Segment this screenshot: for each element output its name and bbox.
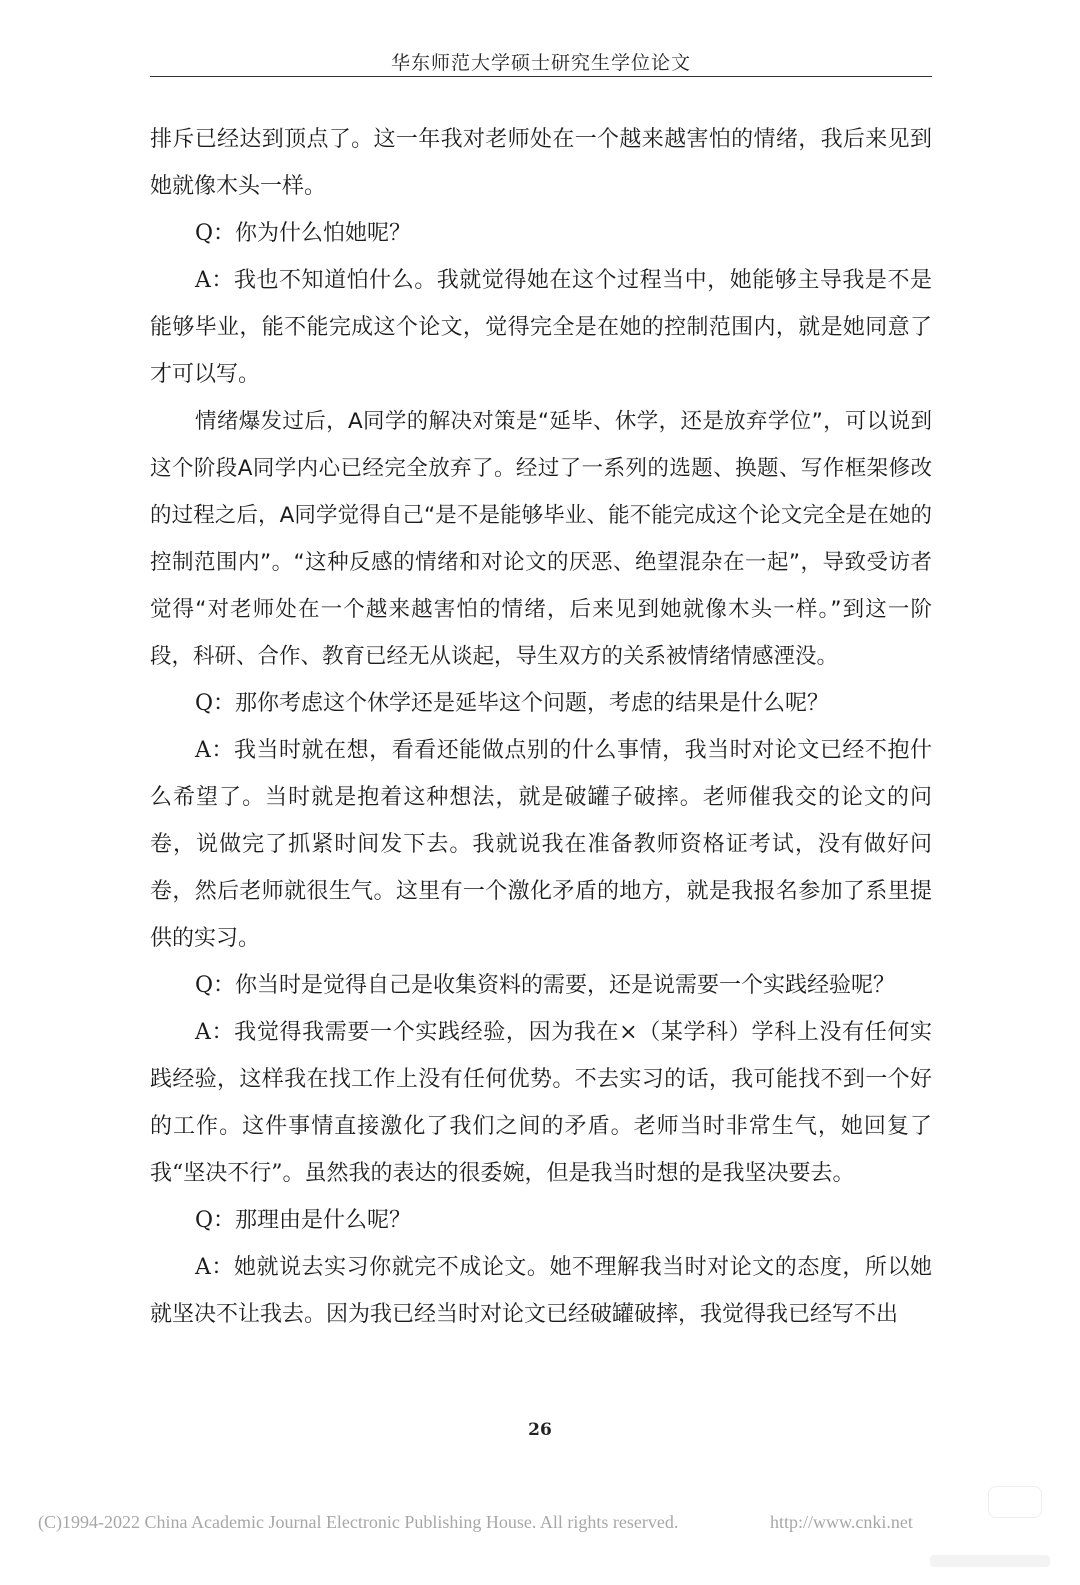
source-url: http://www.cnki.net	[770, 1512, 913, 1532]
copyright-notice: (C)1994-2022 China Academic Journal Electronic Publishing House. All rights reserved.	[38, 1512, 679, 1532]
answer-continuation-paragraph: 排斥已经达到顶点了。这一年我对老师处在一个越来越害怕的情绪，我后来见到她就像木头一样。	[150, 127, 932, 199]
question-paragraph: Q：那你考虑这个休学还是延毕这个问题，考虑的结果是什么呢？	[195, 691, 830, 716]
answer-paragraph: A：我觉得我需要一个实践经验，因为我在×（某学科）学科上没有任何实践经验，这样我在找工作上没有任何优势。不去实习的话，我可能找不到一个好的工作。这件事情直接激化了我们之间的矛盾。老师当时非常生气，她回复了我“坚决不行”。虽然我的表达的很委婉，但是我当时想的是我坚决要去。	[150, 1020, 932, 1186]
answer-paragraph: A：她就说去实习你就完不成论文。她不理解我当时对论文的态度，所以她就坚决不让我去。因为我已经当时对论文已经破罐破摔，我觉得我已经写不出	[150, 1255, 932, 1327]
question-paragraph: Q：你为什么怕她呢？	[195, 221, 412, 246]
watermark-line	[930, 1555, 1050, 1567]
running-header: 华东师范大学硕士研究生学位论文	[390, 52, 691, 74]
narrative-paragraph: 情绪爆发过后，A同学的解决对策是“延毕、休学，还是放弃学位”，可以说到这个阶段A同学内心已经完全放弃了。经过了一系列的选题、换题、写作框架修改的过程之后，A同学觉得自己“是不是能够毕业、能不能完成这个论文完全是在她的控制范围内”。“这种反感的情绪和对论文的厌恶、绝望混杂在一起”，导致受访者觉得“对老师处在一个越来越害怕的情绪，后来见到她就像木头一样。”到这一阶段，科研、合作、教育已经无从谈起，导生双方的关系被情绪情感湮没。	[150, 409, 932, 669]
watermark-stamp	[988, 1486, 1042, 1518]
question-paragraph: Q：那理由是什么呢？	[195, 1208, 412, 1233]
page-number: 26	[528, 1420, 552, 1440]
body-text	[150, 116, 932, 1338]
answer-paragraph: A：我也不知道怕什么。我就觉得她在这个过程当中，她能够主导我是不是能够毕业，能不能完成这个论文，觉得完全是在她的控制范围内，就是她同意了才可以写。	[150, 268, 932, 387]
header-rule	[150, 76, 932, 77]
answer-paragraph: A：我当时就在想，看看还能做点别的什么事情，我当时对论文已经不抱什么希望了。当时就是抱着这种想法，就是破罐子破摔。老师催我交的论文的问卷，说做完了抓紧时间发下去。我就说我在准备教师资格证考试，没有做好问卷，然后老师就很生气。这里有一个激化矛盾的地方，就是我报名参加了系里提供的实习。	[150, 738, 932, 951]
question-paragraph: Q：你当时是觉得自己是收集资料的需要，还是说需要一个实践经验呢？	[195, 973, 896, 998]
